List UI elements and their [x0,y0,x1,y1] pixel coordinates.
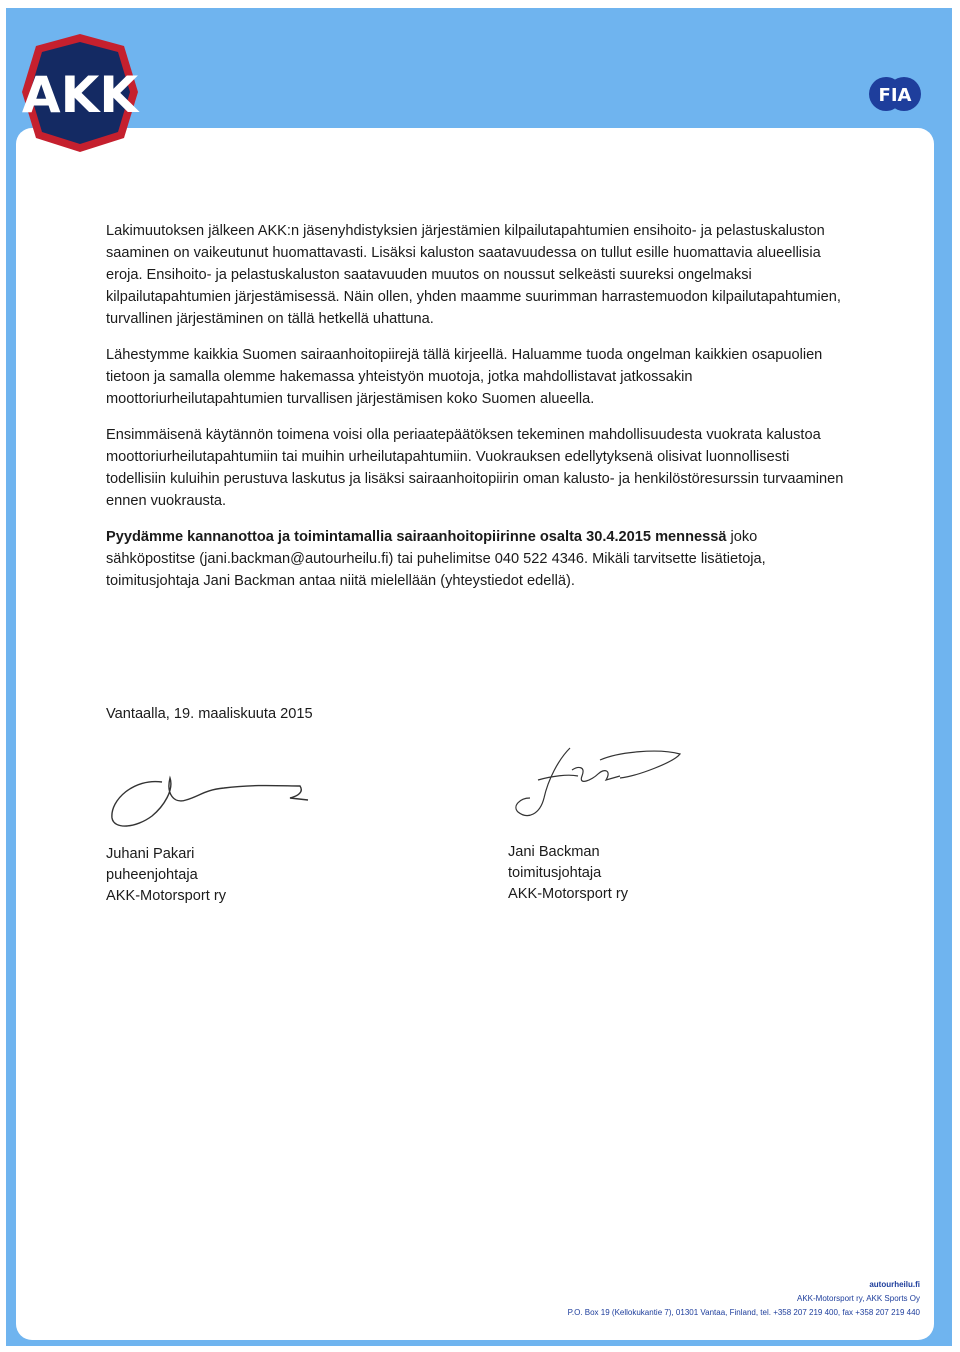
paragraph-4 [106,526,846,592]
signer-name: Jani Backman [508,844,600,860]
letterhead-footer [568,1278,920,1320]
paragraph-2: Lähestymme kaikkia Suomen sairaanhoitopiirejä tällä kirjeellä. Haluamme tuoda ongelman kaikkien osapuolien tietoon ja samalla olemme hakemassa yhteistyön muotoja, jotka mahdollistavat jatkossakin moottoriurheilutapahtumien turvallisen järjestämisen koko Suomen alueella. [106,347,823,407]
footer-company: AKK-Motorsport ry, AKK Sports Oy [797,1294,920,1303]
signature-backman [508,740,688,824]
footer-address: P.O. Box 19 (Kellokukantie 7), 01301 Vantaa, Finland, tel. +358 207 219 400, fax +358 207 219 440 [567,1308,920,1317]
paragraph-1: Lakimuutoksen jälkeen AKK:n jäsenyhdistyksien järjestämien kilpailutapahtumien ensihoito- ja pelastuskaluston saaminen on vaikeutunut huomattavasti. Lisäksi kaluston saatavuudessa on tullut esille huomattavia alueellisia eroja. Ensihoito- ja pelastuskaluston saatavuuden muutos on noussut selkeästi suureksi ongelmaksi kilpailutapahtumien järjestämisessä. Näin ollen, yhden maamme suurimman harrastemuodon kilpailutapahtumien, turvallinen järjestäminen on tällä hetkellä uhattuna. [106,223,841,327]
contact-details: joko sähköpostitse (jani.backman@autourheilu.fi) tai puhelimitse 040 522 4346. Mikäli tarvitsette lisätietoja, toimitusjohtaja Jani Backman antaa niitä mielellään (yhteystiedot edellä). [106,529,766,589]
letter-body [106,220,846,606]
signer-block [106,844,226,907]
signature-pakari [104,764,314,834]
signer-organization: AKK-Motorsport ry [508,886,629,902]
signer-title: puheenjohtaja [106,867,198,883]
signer-block [508,842,628,905]
fia-logo [866,74,924,114]
signer-organization: AKK-Motorsport ry [106,888,227,904]
akk-logo [20,32,140,154]
akk-logo-text: AKK [21,66,139,124]
request-deadline: Pyydämme kannanottoa ja toimintamallia sairaanhoitopiirinne osalta 30.4.2015 mennessä [106,529,727,545]
paragraph-3: Ensimmäisenä käytännön toimena voisi olla periaatepäätöksen tekeminen mahdollisuudesta vuokrata kalustoa moottoriurheilutapahtumiin tai muihin urheilutapahtumiin. Vuokrauksen edellytyksenä olisivat luonnollisesti todellisiin kuluihin perustuva laskutus ja lisäksi sairaanhoitopiirin oman kalusto- ja henkilöstöresurssin turvaaminen ennen vuokrausta. [106,427,844,509]
footer-website: autourheilu.fi [869,1280,920,1289]
signer-title: toimitusjohtaja [508,865,602,881]
date-line: Vantaalla, 19. maaliskuuta 2015 [106,706,313,722]
fia-logo-text: FIA [878,85,912,106]
signer-name: Juhani Pakari [106,846,195,862]
